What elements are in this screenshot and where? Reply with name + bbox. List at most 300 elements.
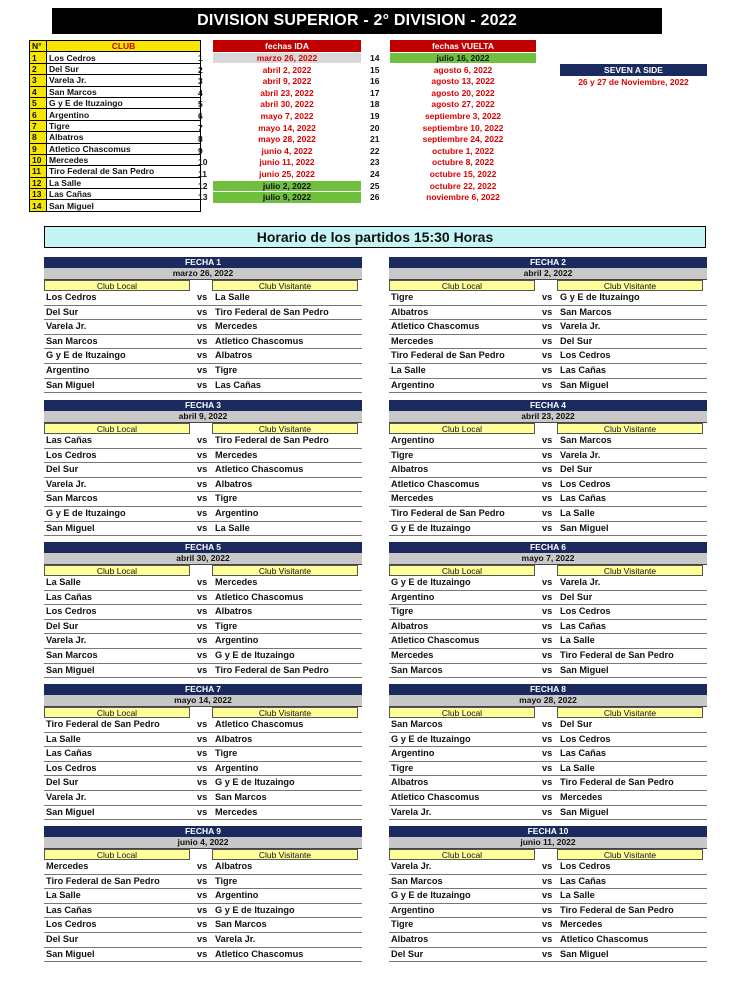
fecha-block: [389, 826, 707, 962]
vuelta-fecha-date: octubre 15, 2022: [429, 169, 497, 179]
col-local-header: Club Local: [44, 565, 190, 576]
match-row: [44, 664, 362, 679]
club-number: 3: [30, 75, 47, 86]
club-local: Atletico Chascomus: [391, 321, 480, 332]
vuelta-fecha-number: 22: [370, 145, 380, 156]
club-local: Del Sur: [46, 620, 79, 631]
ida-fecha-date: marzo 26, 2022: [213, 53, 361, 63]
match-row: [44, 889, 362, 904]
col-gap: [190, 280, 212, 291]
fecha-col-headers: [44, 423, 362, 434]
fecha-block: [389, 684, 707, 820]
fecha-date: abril 9, 2022: [44, 411, 362, 423]
club-local: Los Cedros: [46, 919, 97, 930]
vs-label: vs: [197, 335, 208, 346]
club-name: Los Cedros: [47, 52, 201, 63]
club-number: 6: [30, 109, 47, 120]
vs-label: vs: [197, 791, 208, 802]
club-name: G y E de Ituzaingo: [47, 97, 201, 108]
match-row: [44, 492, 362, 507]
ida-fecha-date: julio 9, 2022: [213, 192, 361, 202]
vuelta-fecha-number: 17: [370, 87, 380, 98]
club-local: G y E de Ituzaingo: [46, 350, 126, 361]
ida-fecha-date: junio 25, 2022: [259, 169, 315, 179]
match-row: [44, 364, 362, 379]
club-visitante: Atletico Chascomus: [215, 719, 304, 729]
club-local: Las Cañas: [46, 904, 92, 915]
match-row: [44, 791, 362, 806]
club-visitante: Albatros: [215, 350, 253, 361]
club-visitante: Tigre: [215, 748, 238, 759]
club-visitante: Argentino: [215, 890, 259, 901]
vs-label: vs: [197, 933, 208, 944]
vs-label: vs: [197, 890, 208, 901]
match-row: [389, 875, 707, 890]
fecha-title: FECHA 7: [44, 684, 362, 695]
ida-fecha-date: abril 23, 2022: [260, 87, 314, 98]
fecha-title: FECHA 3: [44, 400, 362, 411]
club-visitante: Argentino: [215, 507, 259, 518]
fecha-block: [44, 826, 362, 962]
club-local: Argentino: [391, 748, 435, 759]
club-visitante: San Marcos: [560, 435, 612, 445]
fecha-block: [44, 257, 362, 393]
vuelta-fecha-number: 20: [370, 122, 380, 133]
club-visitante: Los Cedros: [560, 861, 611, 871]
match-row: [44, 620, 362, 635]
fecha-date: junio 11, 2022: [389, 837, 707, 849]
fecha-col-headers: [44, 280, 362, 291]
match-row: [389, 776, 707, 791]
club-name: Mercedes: [47, 154, 201, 165]
vs-label: vs: [542, 449, 553, 460]
vs-label: vs: [197, 449, 208, 460]
club-visitante: La Salle: [215, 292, 250, 302]
vs-label: vs: [542, 522, 553, 533]
match-row: [389, 364, 707, 379]
club-local: Varela Jr.: [46, 791, 87, 802]
club-row: [30, 132, 201, 143]
club-local: San Miguel: [46, 522, 95, 533]
vuelta-fecha-date: octubre 1, 2022: [432, 145, 494, 156]
fecha-title: FECHA 2: [389, 257, 707, 268]
club-local: San Miguel: [46, 379, 95, 390]
match-row: [389, 791, 707, 806]
col-local-header: Club Local: [44, 423, 190, 434]
match-row: [44, 933, 362, 948]
club-visitante: Tigre: [215, 875, 238, 886]
ida-fecha-number: 4: [198, 87, 203, 98]
ida-fecha-number: 12: [198, 180, 208, 191]
vs-label: vs: [542, 620, 553, 631]
club-row: [30, 200, 201, 211]
club-visitante: Las Cañas: [560, 748, 606, 759]
club-visitante: Los Cedros: [560, 350, 611, 361]
club-row: [30, 63, 201, 74]
match-row: [389, 576, 707, 591]
match-row: [389, 434, 707, 449]
club-local: Mercedes: [391, 335, 434, 346]
fecha-block: [44, 400, 362, 536]
vs-label: vs: [542, 306, 553, 317]
vs-label: vs: [542, 904, 553, 915]
ida-fecha-number: 8: [198, 134, 203, 145]
club-visitante: Atletico Chascomus: [560, 933, 649, 944]
horario-banner: Horario de los partidos 15:30 Horas: [44, 226, 706, 248]
ida-fecha-date: junio 4, 2022: [261, 145, 313, 156]
club-local: Las Cañas: [46, 435, 92, 445]
club-row: [30, 86, 201, 97]
col-gap: [535, 707, 557, 718]
club-local: Varela Jr.: [46, 321, 87, 332]
match-row: [389, 522, 707, 537]
club-visitante: Los Cedros: [560, 478, 611, 489]
club-number: 12: [30, 177, 47, 188]
vs-label: vs: [542, 606, 553, 617]
col-visitante-header: Club Visitante: [557, 849, 703, 860]
club-visitante: Atletico Chascomus: [215, 335, 304, 346]
ida-fecha-number: 9: [198, 145, 203, 156]
match-row: [44, 747, 362, 762]
club-visitante: Del Sur: [560, 591, 593, 602]
club-name: Argentino: [47, 109, 201, 120]
match-row: [389, 948, 707, 963]
vuelta-fecha-number: 15: [370, 64, 380, 75]
vuelta-fecha-date: julio 16, 2022: [390, 53, 536, 63]
match-row: [389, 860, 707, 875]
club-local: San Marcos: [391, 719, 443, 729]
fecha-date: abril 23, 2022: [389, 411, 707, 423]
match-row: [389, 605, 707, 620]
clubs-num-header: N°: [30, 41, 47, 52]
club-visitante: Atletico Chascomus: [215, 464, 304, 475]
vs-label: vs: [197, 664, 208, 675]
match-row: [44, 904, 362, 919]
club-visitante: La Salle: [560, 890, 595, 901]
club-visitante: Mercedes: [560, 791, 603, 802]
match-row: [389, 918, 707, 933]
col-gap: [535, 423, 557, 434]
match-row: [44, 649, 362, 664]
fecha-col-headers: [389, 280, 707, 291]
club-visitante: Tigre: [215, 364, 238, 375]
col-visitante-header: Club Visitante: [212, 565, 358, 576]
club-visitante: Mercedes: [215, 321, 258, 332]
match-row: [44, 733, 362, 748]
club-local: Los Cedros: [46, 449, 97, 460]
club-visitante: Atletico Chascomus: [215, 591, 304, 602]
vuelta-fecha-date: septiembre 24, 2022: [422, 134, 504, 145]
club-visitante: San Marcos: [215, 919, 267, 930]
match-row: [44, 860, 362, 875]
ida-fecha-date: abril 2, 2022: [262, 64, 312, 75]
club-local: Los Cedros: [46, 606, 97, 617]
club-local: Tigre: [391, 292, 414, 302]
club-local: Tiro Federal de San Pedro: [391, 507, 505, 518]
match-row: [44, 291, 362, 306]
club-visitante: Los Cedros: [560, 733, 611, 744]
col-local-header: Club Local: [389, 849, 535, 860]
club-visitante: Las Cañas: [560, 364, 606, 375]
club-visitante: Tiro Federal de San Pedro: [215, 664, 329, 675]
club-local: La Salle: [46, 890, 81, 901]
vuelta-fecha-date: octubre 8, 2022: [432, 157, 494, 168]
vuelta-fecha-number: 18: [370, 99, 380, 110]
vs-label: vs: [197, 577, 208, 587]
club-number: 11: [30, 166, 47, 177]
match-row: [389, 349, 707, 364]
club-row: [30, 52, 201, 63]
vs-label: vs: [197, 649, 208, 660]
vs-label: vs: [197, 350, 208, 361]
club-name: Albatros: [47, 132, 201, 143]
club-number: 1: [30, 52, 47, 63]
club-visitante: La Salle: [560, 762, 595, 773]
col-visitante-header: Club Visitante: [212, 280, 358, 291]
col-gap: [190, 707, 212, 718]
club-name: Varela Jr.: [47, 75, 201, 86]
vuelta-fecha-date: octubre 22, 2022: [429, 180, 497, 191]
club-number: 4: [30, 86, 47, 97]
fecha-col-headers: [44, 849, 362, 860]
club-number: 5: [30, 97, 47, 108]
club-visitante: Mercedes: [560, 919, 603, 930]
ida-fecha-date: abril 30, 2022: [260, 99, 314, 110]
club-local: San Marcos: [46, 493, 98, 504]
fecha-col-headers: [44, 565, 362, 576]
club-local: G y E de Ituzaingo: [391, 890, 471, 901]
fecha-title: FECHA 9: [44, 826, 362, 837]
match-row: [389, 747, 707, 762]
fecha-date: marzo 26, 2022: [44, 268, 362, 280]
vs-label: vs: [197, 806, 208, 817]
club-number: 14: [30, 200, 47, 211]
fecha-block: [389, 257, 707, 393]
vuelta-fecha-number: 23: [370, 157, 380, 168]
vs-label: vs: [542, 719, 553, 729]
club-row: [30, 166, 201, 177]
match-row: [389, 507, 707, 522]
match-row: [389, 379, 707, 394]
vs-label: vs: [197, 733, 208, 744]
vs-label: vs: [197, 306, 208, 317]
club-local: Argentino: [391, 379, 435, 390]
vuelta-fecha-date: septiembre 10, 2022: [422, 122, 504, 133]
match-row: [389, 449, 707, 464]
club-row: [30, 177, 201, 188]
club-visitante: Atletico Chascomus: [215, 948, 304, 959]
match-row: [44, 507, 362, 522]
fecha-title: FECHA 4: [389, 400, 707, 411]
club-name: San Marcos: [47, 86, 201, 97]
vuelta-fecha-number: 19: [370, 111, 380, 121]
club-local: San Marcos: [391, 664, 443, 675]
club-local: San Marcos: [46, 335, 98, 346]
fecha-col-headers: [389, 707, 707, 718]
club-visitante: Las Cañas: [215, 379, 261, 390]
club-number: 2: [30, 63, 47, 74]
fecha-title: FECHA 6: [389, 542, 707, 553]
club-local: Del Sur: [46, 306, 79, 317]
club-row: [30, 189, 201, 200]
club-visitante: Tiro Federal de San Pedro: [215, 435, 329, 445]
ida-header: fechas IDA: [213, 40, 361, 52]
fecha-block: [389, 542, 707, 678]
club-name: Atletico Chascomus: [47, 143, 201, 154]
club-number: 8: [30, 132, 47, 143]
match-row: [389, 904, 707, 919]
club-name: Las Cañas: [47, 189, 201, 200]
match-row: [44, 379, 362, 394]
col-visitante-header: Club Visitante: [557, 280, 703, 291]
match-row: [44, 762, 362, 777]
ida-fecha-number: 7: [198, 122, 203, 133]
fecha-date: mayo 28, 2022: [389, 695, 707, 707]
clubs-club-header: CLUB: [47, 41, 201, 52]
ida-fecha-number: 1: [198, 53, 203, 63]
club-visitante: Mercedes: [215, 449, 258, 460]
vs-label: vs: [197, 919, 208, 930]
club-local: Atletico Chascomus: [391, 478, 480, 489]
club-local: La Salle: [46, 733, 81, 744]
club-local: Tigre: [391, 606, 414, 617]
fecha-col-headers: [389, 565, 707, 576]
club-visitante: G y E de Ituzaingo: [215, 777, 295, 788]
match-row: [44, 948, 362, 963]
vs-label: vs: [197, 635, 208, 646]
match-row: [389, 718, 707, 733]
club-local: G y E de Ituzaingo: [391, 522, 471, 533]
ida-fecha-date: mayo 7, 2022: [260, 111, 314, 121]
vuelta-header: fechas VUELTA: [390, 40, 536, 52]
club-visitante: Tigre: [215, 493, 238, 504]
vs-label: vs: [542, 493, 553, 504]
match-row: [389, 335, 707, 350]
vuelta-fecha-date: septiembre 3, 2022: [424, 111, 502, 121]
club-local: Tigre: [391, 449, 414, 460]
club-local: Tigre: [391, 919, 414, 930]
fecha-date: abril 30, 2022: [44, 553, 362, 565]
fecha-col-headers: [44, 707, 362, 718]
ida-fecha-date: abril 9, 2022: [262, 76, 312, 87]
club-local: Atletico Chascomus: [391, 791, 480, 802]
club-local: Atletico Chascomus: [391, 635, 480, 646]
match-row: [44, 449, 362, 464]
club-local: Varela Jr.: [46, 478, 87, 489]
club-visitante: San Miguel: [560, 379, 609, 390]
page-title: DIVISION SUPERIOR - 2° DIVISION - 2022: [52, 8, 662, 34]
seven-a-side-label: SEVEN A SIDE: [560, 64, 707, 76]
vs-label: vs: [197, 292, 208, 302]
match-row: [44, 806, 362, 821]
vs-label: vs: [197, 948, 208, 959]
club-local: G y E de Ituzaingo: [391, 577, 471, 587]
col-visitante-header: Club Visitante: [557, 423, 703, 434]
club-local: San Marcos: [391, 875, 443, 886]
ida-fecha-number: 2: [198, 64, 203, 75]
club-local: Tiro Federal de San Pedro: [46, 875, 160, 886]
col-gap: [535, 565, 557, 576]
match-row: [389, 762, 707, 777]
match-row: [44, 605, 362, 620]
club-local: Los Cedros: [46, 762, 97, 773]
vs-label: vs: [197, 478, 208, 489]
vs-label: vs: [197, 606, 208, 617]
vs-label: vs: [197, 321, 208, 332]
vs-label: vs: [542, 664, 553, 675]
vs-label: vs: [542, 748, 553, 759]
col-visitante-header: Club Visitante: [557, 707, 703, 718]
vs-label: vs: [197, 493, 208, 504]
club-local: Tiro Federal de San Pedro: [46, 719, 160, 729]
club-visitante: San Miguel: [560, 522, 609, 533]
match-row: [389, 306, 707, 321]
club-row: [30, 143, 201, 154]
club-visitante: Albatros: [215, 733, 253, 744]
club-local: San Miguel: [46, 806, 95, 817]
vs-label: vs: [197, 762, 208, 773]
vs-label: vs: [542, 948, 553, 959]
vs-label: vs: [542, 591, 553, 602]
match-row: [389, 320, 707, 335]
fecha-block: [44, 542, 362, 678]
vs-label: vs: [542, 875, 553, 886]
col-local-header: Club Local: [389, 707, 535, 718]
match-row: [389, 620, 707, 635]
match-row: [389, 478, 707, 493]
col-gap: [190, 423, 212, 434]
club-visitante: G y E de Ituzaingo: [215, 904, 295, 915]
match-row: [44, 776, 362, 791]
club-visitante: La Salle: [215, 522, 250, 533]
club-local: Tigre: [391, 762, 414, 773]
match-row: [44, 434, 362, 449]
vs-label: vs: [542, 791, 553, 802]
club-local: Del Sur: [46, 464, 79, 475]
vuelta-fecha-date: noviembre 6, 2022: [426, 192, 500, 203]
match-row: [44, 522, 362, 537]
club-visitante: Tigre: [215, 620, 238, 631]
fecha-title: FECHA 10: [389, 826, 707, 837]
ida-fecha-number: 13: [198, 192, 208, 203]
vs-label: vs: [197, 435, 208, 445]
vuelta-fecha-date: agosto 20, 2022: [431, 87, 495, 98]
fecha-title: FECHA 1: [44, 257, 362, 268]
club-local: Del Sur: [46, 933, 79, 944]
club-local: Las Cañas: [46, 748, 92, 759]
vuelta-fecha-date: agosto 27, 2022: [431, 99, 495, 110]
match-row: [44, 576, 362, 591]
vs-label: vs: [542, 435, 553, 445]
club-visitante: Varela Jr.: [560, 449, 601, 460]
club-visitante: G y E de Ituzaingo: [215, 649, 295, 660]
col-local-header: Club Local: [44, 280, 190, 291]
fecha-block: [389, 400, 707, 536]
match-row: [389, 733, 707, 748]
vs-label: vs: [542, 507, 553, 518]
vuelta-fecha-date: agosto 13, 2022: [431, 76, 495, 87]
club-local: Varela Jr.: [391, 861, 432, 871]
club-visitante: Varela Jr.: [560, 321, 601, 332]
club-visitante: Del Sur: [560, 335, 593, 346]
col-visitante-header: Club Visitante: [212, 423, 358, 434]
club-visitante: Tiro Federal de San Pedro: [560, 649, 674, 660]
vs-label: vs: [542, 649, 553, 660]
vs-label: vs: [197, 464, 208, 475]
vs-label: vs: [542, 806, 553, 817]
club-local: Albatros: [391, 306, 429, 317]
club-local: G y E de Ituzaingo: [391, 733, 471, 744]
